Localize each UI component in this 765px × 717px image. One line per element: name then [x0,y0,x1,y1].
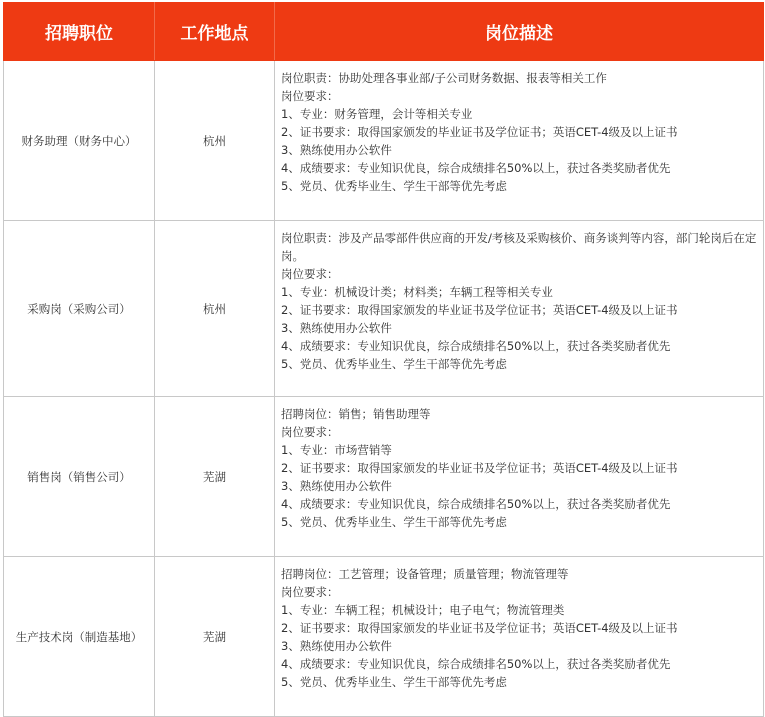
job-location: 杭州 [155,221,275,397]
description-line: 4、成绩要求：专业知识优良，综合成绩排名50%以上，获过各类奖励者优先 [281,657,671,671]
description-line: 岗位职责：涉及产品零部件供应商的开发/考核及采购核价、商务谈判等内容，部门轮岗后在定岗。 [281,231,757,263]
description-line: 岗位要求： [281,585,339,599]
description-line: 3、熟练使用办公软件 [281,639,392,653]
description-line: 4、成绩要求：专业知识优良，综合成绩排名50%以上，获过各类奖励者优先 [281,339,671,353]
description-line: 5、党员、优秀毕业生、学生干部等优先考虑 [281,675,507,689]
description-line: 5、党员、优秀毕业生、学生干部等优先考虑 [281,357,507,371]
description-line: 3、熟练使用办公软件 [281,143,392,157]
description-line: 1、专业：财务管理，会计等相关专业 [281,107,473,121]
description-line: 5、党员、优秀毕业生、学生干部等优先考虑 [281,179,507,193]
table-header [4,3,764,61]
job-location: 芜湖 [155,557,275,717]
header-row [4,3,764,61]
table-row [4,61,764,221]
header-description: 岗位描述 [275,3,764,61]
description-line: 4、成绩要求：专业知识优良，综合成绩排名50%以上，获过各类奖励者优先 [281,497,671,511]
description-line: 3、熟练使用办公软件 [281,479,392,493]
job-description [275,397,764,557]
job-position: 销售岗（销售公司） [4,397,155,557]
table-row [4,221,764,397]
description-line: 岗位要求： [281,425,339,439]
job-description [275,557,764,717]
description-line: 2、证书要求：取得国家颁发的毕业证书及学位证书；英语CET-4级及以上证书 [281,303,678,317]
description-line: 1、专业：市场营销等 [281,443,392,457]
job-description [275,221,764,397]
description-line: 5、党员、优秀毕业生、学生干部等优先考虑 [281,515,507,529]
description-line: 岗位要求： [281,89,339,103]
description-line: 2、证书要求：取得国家颁发的毕业证书及学位证书；英语CET-4级及以上证书 [281,621,678,635]
job-location: 杭州 [155,61,275,221]
description-line: 岗位要求： [281,267,339,281]
job-description [275,61,764,221]
description-line: 3、熟练使用办公软件 [281,321,392,335]
description-line: 岗位职责：协助处理各事业部/子公司财务数据、报表等相关工作 [281,71,607,85]
job-location: 芜湖 [155,397,275,557]
header-position: 招聘职位 [4,3,155,61]
job-position: 生产技术岗（制造基地） [4,557,155,717]
job-position: 采购岗（采购公司） [4,221,155,397]
table-row [4,397,764,557]
description-line: 1、专业：车辆工程；机械设计；电子电气；物流管理类 [281,603,565,617]
table-body [4,61,764,717]
description-line: 2、证书要求：取得国家颁发的毕业证书及学位证书；英语CET-4级及以上证书 [281,461,678,475]
description-line: 2、证书要求：取得国家颁发的毕业证书及学位证书；英语CET-4级及以上证书 [281,125,678,139]
description-line: 4、成绩要求：专业知识优良，综合成绩排名50%以上，获过各类奖励者优先 [281,161,671,175]
description-line: 招聘岗位：工艺管理；设备管理；质量管理；物流管理等 [281,567,569,581]
recruitment-table [3,2,764,717]
table-row [4,557,764,717]
job-position: 财务助理（财务中心） [4,61,155,221]
description-line: 1、专业：机械设计类；材料类；车辆工程等相关专业 [281,285,553,299]
description-line: 招聘岗位：销售；销售助理等 [281,407,431,421]
header-location: 工作地点 [155,3,275,61]
